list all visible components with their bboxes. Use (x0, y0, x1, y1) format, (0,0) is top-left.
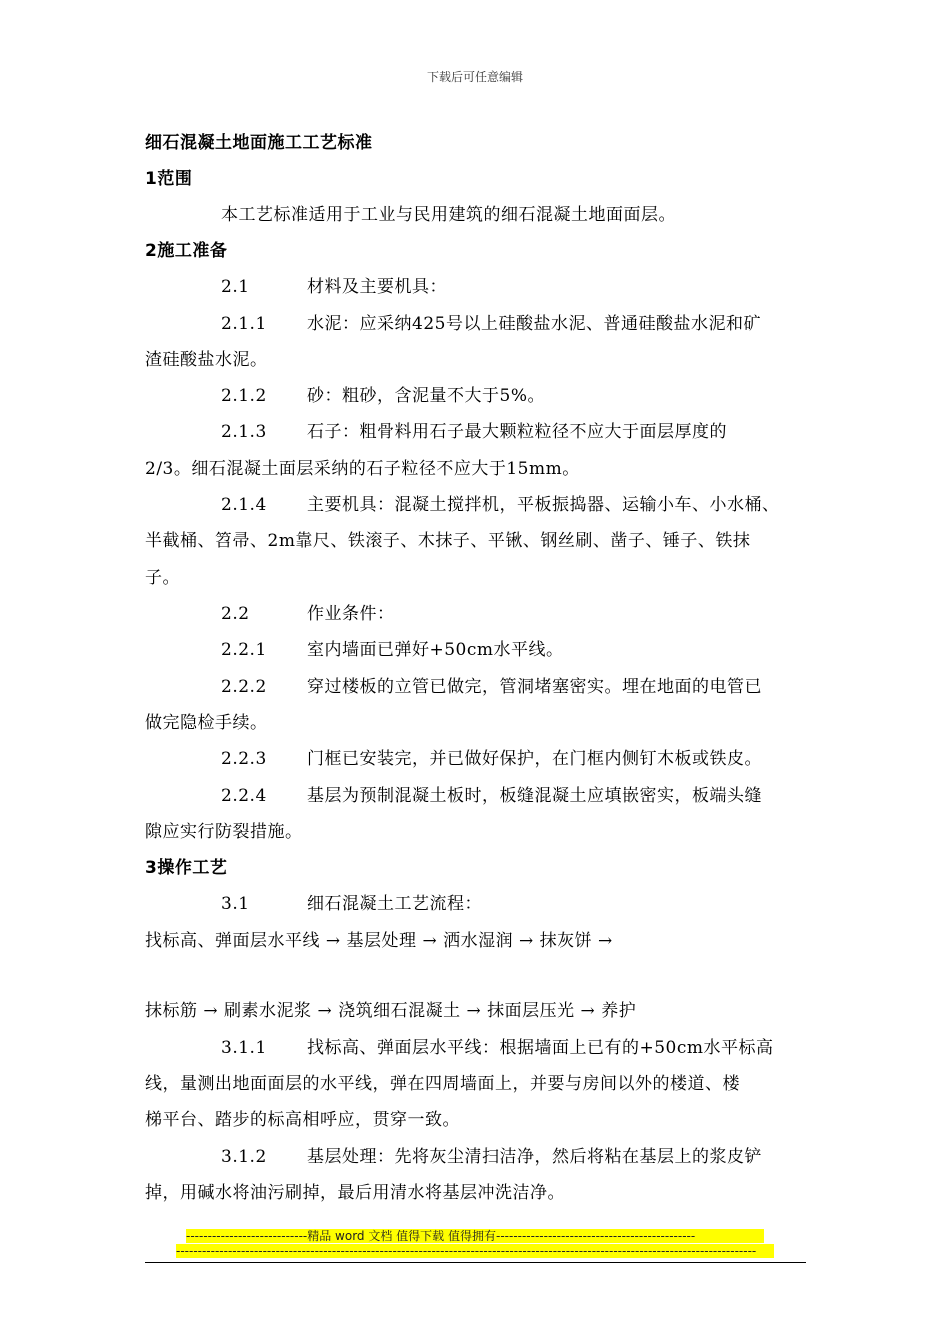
clause-2-2-3 (145, 744, 762, 769)
clause-2-2-4-cont: 隙应实行防裂措施。 (145, 822, 303, 842)
clause-2-1-3-cont: 2/3。细石混凝土面层采纳的石子粒径不应大于15mm。 (145, 459, 580, 479)
clause-number: 3.1 (221, 894, 250, 914)
process-flow-line-2: 抹标筋 → 刷素水泥浆 → 浇筑细石混凝土 → 抹面层压光 → 养护 (145, 1001, 637, 1021)
clause-number: 2.2 (221, 604, 250, 624)
clause-number: 2.2.2 (221, 677, 267, 697)
clause-text: 石子：粗骨料用石子最大颗粒粒径不应大于面层厚度的 (307, 422, 727, 442)
clause-number: 3.1.2 (221, 1147, 267, 1167)
clause-2-1 (145, 272, 447, 297)
clause-number: 2.1.2 (221, 386, 267, 406)
clause-text: 室内墙面已弹好+50cm水平线。 (307, 640, 564, 660)
clause-number: 2.1.3 (221, 422, 267, 442)
section-3-heading: 3操作工艺 (145, 858, 228, 878)
clause-text: 穿过楼板的立管已做完，管洞堵塞密实。埋在地面的电管已 (307, 677, 762, 697)
clause-text: 细石混凝土工艺流程： (307, 894, 482, 914)
clause-text: 找标高、弹面层水平线：根据墙面上已有的+50cm水平标高 (307, 1038, 774, 1058)
clause-2-2-2 (145, 672, 762, 697)
clause-3-1-1-cont1: 线，量测出地面面层的水平线，弹在四周墙面上，并要与房间以外的楼道、楼 (145, 1074, 740, 1094)
clause-2-1-1-cont: 渣硅酸盐水泥。 (145, 350, 268, 370)
clause-number: 2.2.3 (221, 749, 267, 769)
footer-rule (145, 1262, 806, 1263)
clause-text: 作业条件： (307, 604, 395, 624)
footer-dash-line: -------------------------------------------------------------------------------------------------------------------------------------- (176, 1244, 757, 1258)
clause-text: 材料及主要机具： (307, 277, 447, 297)
clause-2-2-2-cont: 做完隐检手续。 (145, 713, 268, 733)
clause-number: 2.2.1 (221, 640, 267, 660)
clause-2-1-4-cont2: 子。 (145, 568, 180, 588)
process-flow-line-1: 找标高、弹面层水平线 → 基层处理 → 洒水湿润 → 抹灰饼 → (145, 931, 613, 951)
clause-2-2-1 (145, 635, 564, 660)
clause-text: 主要机具：混凝土搅拌机，平板振捣器、运输小车、小水桶、 (307, 495, 780, 515)
clause-3-1-2 (145, 1142, 762, 1167)
section-2-heading: 2施工准备 (145, 241, 228, 261)
clause-number: 2.1 (221, 277, 250, 297)
clause-2-2 (145, 599, 395, 624)
header-note: 下载后可任意编辑 (426, 70, 523, 84)
clause-text: 基层处理：先将灰尘清扫洁净，然后将粘在基层上的浆皮铲 (307, 1147, 762, 1167)
clause-text: 砂：粗砂，含泥量不大于5%。 (307, 386, 545, 406)
clause-text: 基层为预制混凝土板时，板缝混凝土应填嵌密实，板端头缝 (307, 786, 762, 806)
section-1-text: 本工艺标准适用于工业与民用建筑的细石混凝土地面面层。 (221, 205, 676, 225)
clause-2-1-4-cont1: 半截桶、笤帚、2m靠尺、铁滚子、木抹子、平锹、钢丝刷、凿子、锤子、铁抹 (145, 531, 751, 551)
clause-text: 水泥：应采纳425号以上硅酸盐水泥、普通硅酸盐水泥和矿 (307, 314, 761, 334)
clause-2-1-4 (145, 490, 780, 515)
footer-watermark-line: ----------------------------精品 word 文档 值得下载 值得拥有---------------------------------------------- (186, 1229, 696, 1243)
clause-number: 2.1.1 (221, 314, 267, 334)
section-1-heading: 1范围 (145, 169, 193, 189)
clause-3-1 (145, 889, 482, 914)
clause-3-1-1 (145, 1033, 774, 1058)
clause-number: 2.1.4 (221, 495, 267, 515)
clause-2-2-4 (145, 781, 762, 806)
clause-3-1-2-cont: 掉，用碱水将油污刷掉，最后用清水将基层冲洗洁净。 (145, 1183, 565, 1203)
document-title: 细石混凝土地面施工工艺标准 (145, 133, 373, 153)
clause-2-1-1 (145, 309, 761, 334)
clause-number: 3.1.1 (221, 1038, 267, 1058)
clause-3-1-1-cont2: 梯平台、踏步的标高相呼应，贯穿一致。 (145, 1110, 460, 1130)
clause-2-1-2 (145, 381, 545, 406)
clause-number: 2.2.4 (221, 786, 267, 806)
clause-2-1-3 (145, 417, 727, 442)
clause-text: 门框已安装完，并已做好保护，在门框内侧钉木板或铁皮。 (307, 749, 762, 769)
